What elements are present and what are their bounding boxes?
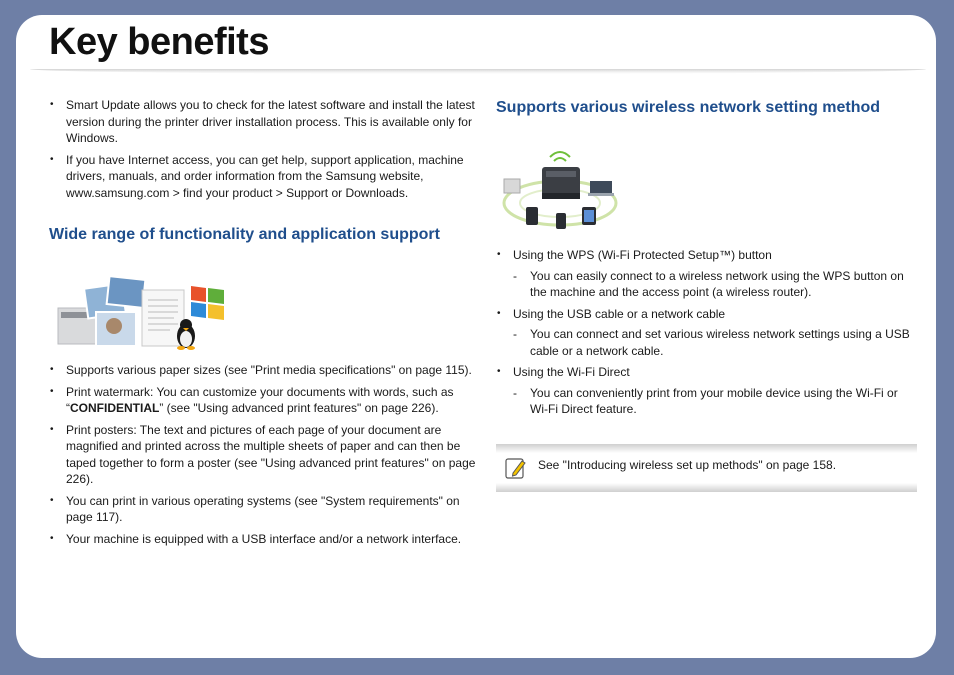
list-item: • Print posters: The text and pictures of each page of your document are magnified and printed across the multiple sheets of paper and can then be taped together to form a poster (see "Using advanced print features" on page 226). [49, 422, 477, 488]
list-item: • Supports various paper sizes (see "Print media specifications" on page 115). [49, 362, 477, 379]
wireless-illustration [498, 143, 623, 233]
item-label: Using the WPS (Wi-Fi Protected Setup™) button [513, 248, 772, 262]
illustration-image [56, 270, 231, 352]
title-divider [30, 69, 926, 74]
list-item: • You can print in various operating systems (see "System requirements" on page 117). [49, 493, 477, 526]
sub-list [513, 268, 918, 301]
item-label: Using the Wi-Fi Direct [513, 365, 630, 379]
sub-list-item: - You can connect and set various wireless network settings using a USB cable or a network cable. [513, 326, 918, 359]
sub-list [513, 385, 918, 418]
list-item [496, 364, 918, 418]
list-item [49, 384, 477, 417]
list-item: • If you have Internet access, you can get help, support application, machine drivers, manuals, and order information from the Samsung website, www.samsung.com > find your product > Support or Downloads. [49, 152, 477, 202]
list-item [496, 306, 918, 360]
functionality-list [49, 362, 477, 547]
watermark-text-start: Print watermark: You can customize your documents with words, such as “ [66, 384, 454, 415]
intro-list [49, 97, 477, 201]
left-column [49, 97, 477, 552]
section-title-functionality: Wide range of functionality and application support [49, 226, 440, 243]
item-label: Using the USB cable or a network cable [513, 306, 726, 321]
page-title: Key benefits [49, 21, 269, 63]
sub-list [513, 326, 918, 359]
section-title-wireless: Supports various wireless network setting method [496, 99, 881, 116]
page [16, 15, 936, 658]
watermark-text-end: ” (see "Using advanced print features" on page 226). [159, 401, 439, 415]
sub-list-item: - You can conveniently print from your mobile device using the Wi-Fi or Wi-Fi Direct feature. [513, 385, 918, 418]
right-column [496, 99, 918, 492]
wireless-list [496, 247, 918, 418]
note-box [496, 444, 917, 492]
list-item: • Smart Update allows you to check for the latest software and install the latest version during the printer driver installation process. This is available only for Windows. [49, 97, 477, 147]
note-pencil-icon [504, 456, 528, 485]
list-item: • Your machine is equipped with a USB interface and/or a network interface. [49, 531, 477, 548]
watermark-example: CONFIDENTIAL [70, 401, 160, 415]
list-item [496, 247, 918, 301]
sub-list-item: - You can easily connect to a wireless network using the WPS button on the machine and the access point (a wireless router). [513, 268, 918, 301]
note-link-text[interactable]: See "Introducing wireless set up methods" on page 158. [538, 457, 837, 472]
functionality-illustration [56, 270, 231, 352]
illustration-image [498, 143, 623, 233]
